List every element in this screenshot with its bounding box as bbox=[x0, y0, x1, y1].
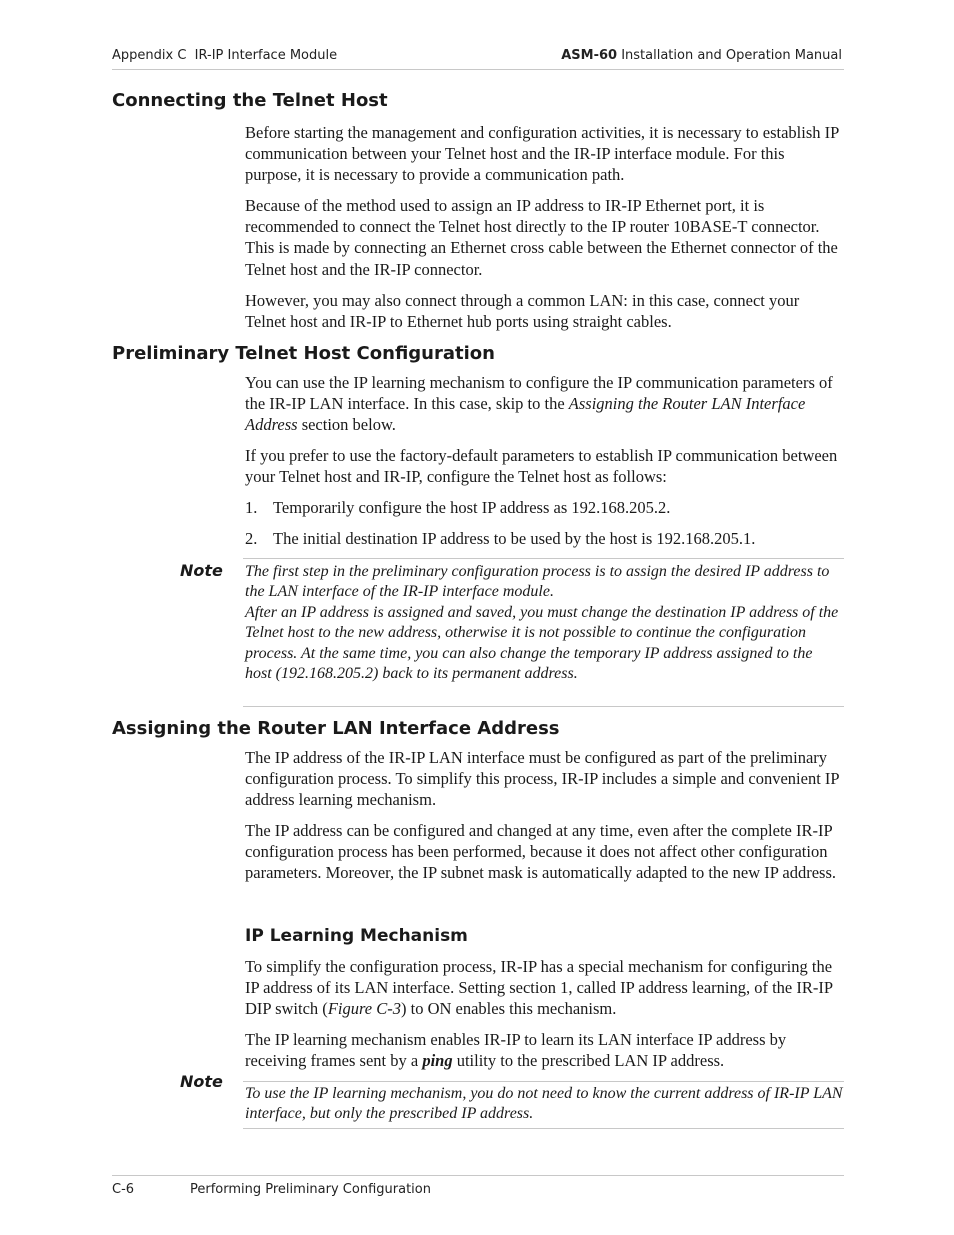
note-text: To use the IP learning mechanism, you do not need to know the current address of IR-IP LAN interface, but only the prescribed IP address. bbox=[245, 1085, 843, 1123]
section-title-assigning: Assigning the Router LAN Interface Address bbox=[112, 718, 560, 739]
note-top-rule bbox=[243, 558, 844, 559]
section-title-connecting: Connecting the Telnet Host bbox=[112, 90, 388, 111]
paragraph: You can use the IP learning mechanism to configure the IP communication parameters of the IR-IP LAN interface. In this case, skip to the Assigning the Router LAN Interface Address section below. bbox=[245, 373, 833, 435]
running-header-right bbox=[561, 48, 842, 63]
note-top-rule bbox=[243, 1081, 844, 1082]
cross-reference: Assigning the Router LAN Interface Address bbox=[245, 394, 806, 435]
footer-rule bbox=[112, 1175, 844, 1176]
paragraph: To simplify the configuration process, IR-IP has a special mechanism for configuring the IP address of its LAN interface. Setting section 1, called IP address learning, of the IR-IP DIP switch (Figure C-3) to ON enables this mechanism. bbox=[245, 957, 833, 1019]
figure-reference: Figure C-3 bbox=[327, 999, 401, 1019]
paragraph: Before starting the management and configuration activities, it is necessary to establish IP communication between your Telnet host and the IR-IP interface module. For this purpose, it is necessary to provide a communication path. bbox=[245, 123, 839, 185]
paragraph: Because of the method used to assign an IP address to IR-IP Ethernet port, it is recommended to connect the Telnet host directly to the IP router 10BASE-T connector. This is made by connecting an Ethernet cross cable between the Ethernet connector of the Telnet host and the IR-IP connector. bbox=[245, 196, 838, 279]
note-label: Note bbox=[180, 561, 223, 580]
paragraph: The IP address of the IR-IP LAN interface must be configured as part of the preliminary configuration process. To simplify this process, IR-IP includes a simple and convenient IP address learning mechanism. bbox=[245, 748, 839, 810]
manual-title: Installation and Operation Manual bbox=[617, 48, 842, 63]
ping-term: ping bbox=[422, 1051, 453, 1071]
running-header-left: Appendix C IR-IP Interface Module bbox=[112, 48, 338, 63]
paragraph: If you prefer to use the factory-default parameters to establish IP communication between your Telnet host and IR-IP, configure the Telnet host as follows: bbox=[245, 446, 838, 487]
page-number: C-6 bbox=[112, 1182, 135, 1197]
note-text: After an IP address is assigned and saved, you must change the destination IP address of the Telnet host to the new address, otherwise it is not possible to continue the configuration process. At the same time, you can also change the temporary IP address assigned to the host (192.168.205.2) back to its permanent address. bbox=[245, 604, 839, 683]
list-item: 1. Temporarily configure the host IP address as 192.168.205.2. bbox=[245, 498, 671, 517]
paragraph: The IP learning mechanism enables IR-IP to learn its LAN interface IP address by receiving frames sent by a ping utility to the prescribed LAN IP address. bbox=[245, 1030, 787, 1071]
list-item: 2. The initial destination IP address to be used by the host is 192.168.205.1. bbox=[245, 529, 756, 548]
manual-model: ASM-60 bbox=[561, 48, 618, 63]
note-bottom-rule bbox=[243, 706, 844, 707]
section-title-preliminary: Preliminary Telnet Host Configuration bbox=[112, 343, 495, 364]
header-rule bbox=[112, 69, 844, 70]
paragraph: However, you may also connect through a common LAN: in this case, connect your Telnet host and IR-IP to Ethernet hub ports using straight cables. bbox=[245, 291, 800, 332]
note-label: Note bbox=[180, 1072, 223, 1091]
footer-section-title: Performing Preliminary Configuration bbox=[190, 1182, 431, 1197]
paragraph: The IP address can be configured and changed at any time, even after the complete IR-IP configuration process has been performed, because it does not affect other configuration parameters. Moreover, the IP subnet mask is automatically adapted to the new IP address. bbox=[245, 821, 837, 883]
note-text: The first step in the preliminary configuration process is to assign the desired IP address to the LAN interface of the IR-IP interface module. bbox=[245, 563, 830, 601]
subsection-title-ip-learning: IP Learning Mechanism bbox=[245, 926, 468, 946]
note-bottom-rule bbox=[243, 1128, 844, 1129]
